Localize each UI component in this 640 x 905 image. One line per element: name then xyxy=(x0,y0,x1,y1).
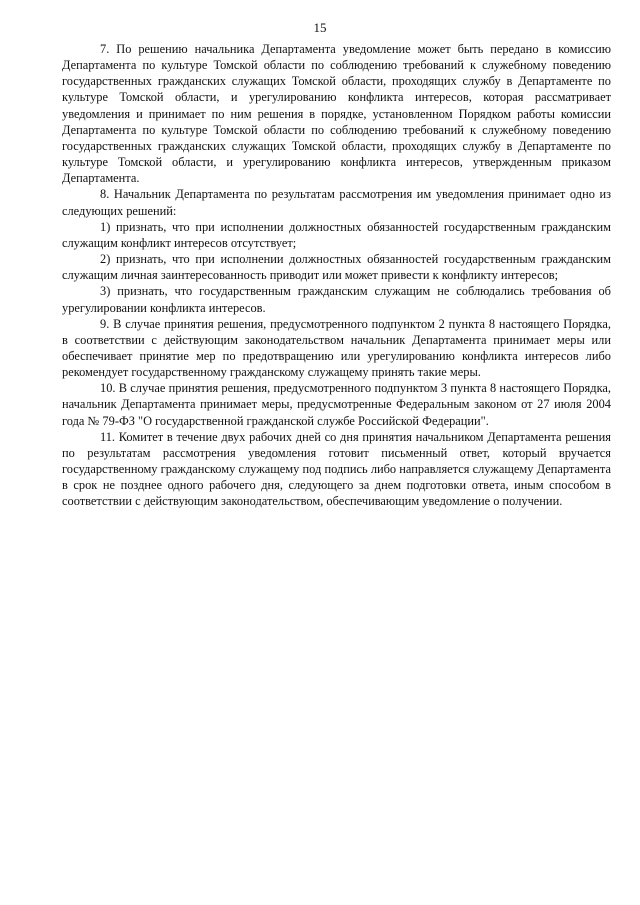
paragraph-8-item-2: 2) признать, что при исполнении должностных обязанностей государственным гражданским служащим личная заинтересованность приводит или может привести к конфликту интересов; xyxy=(62,252,611,283)
paragraph-8-item-3: 3) признать, что государственным гражданским служащим не соблюдались требования об урегулировании конфликта интересов. xyxy=(62,284,611,315)
page-number: 15 xyxy=(313,20,327,35)
paragraph-11: 11. Комитет в течение двух рабочих дней со дня принятия начальником Департамента решения по результатам рассмотрения уведомления готовит письменный ответ, который вручается государственному гражданскому служащему под подпись либо направляется служащему Департамента в срок не позднее одного рабочего дня, следующего за днем подготовки ответа, иным способом в соответствии с действующим законодательством, обеспечивающим уведомление о получении. xyxy=(62,429,611,509)
paragraph-8-item-1: 1) признать, что при исполнении должностных обязанностей государственным гражданским служащим конфликт интересов отсутствует; xyxy=(62,219,611,250)
paragraph-7: 7. По решению начальника Департамента уведомление может быть передано в комиссию Департамента по культуре Томской области по соблюдению требований к служебному поведению государственных гражданских служащих Томской области, проходящих службу в Департаменте по культуре Томской области, и урегулированию конфликта интересов, которая рассматривает уведомления и принимает по ним решения в порядке, установленном Порядком работы комиссии Департамента по культуре Томской области по соблюдению требований к служебному поведению государственных гражданских служащих Томской области, проходящих службу в Департаменте по культуре Томской области, и урегулированию конфликта интересов, утвержденным приказом Департамента. xyxy=(62,42,611,186)
paragraph-8: 8. Начальник Департамента по результатам рассмотрения им уведомления принимает одно из следующих решений: xyxy=(62,187,611,218)
paragraph-9: 9. В случае принятия решения, предусмотренного подпунктом 2 пункта 8 настоящего Порядка, в соответствии с действующим законодательством начальник Департамента принимает меры или обеспечивает принятие мер по предотвращению или урегулированию конфликта интересов либо рекомендует государственному гражданскому служащему принять такие меры. xyxy=(62,316,611,380)
paragraph-10: 10. В случае принятия решения, предусмотренного подпунктом 3 пункта 8 настоящего Порядка, начальник Департамента принимает меры, предусмотренные Федеральным законом от 27 июля 2004 года № 79-ФЗ "О государственной гражданской службе Российской Федерации". xyxy=(62,381,611,428)
document-body xyxy=(62,41,611,510)
